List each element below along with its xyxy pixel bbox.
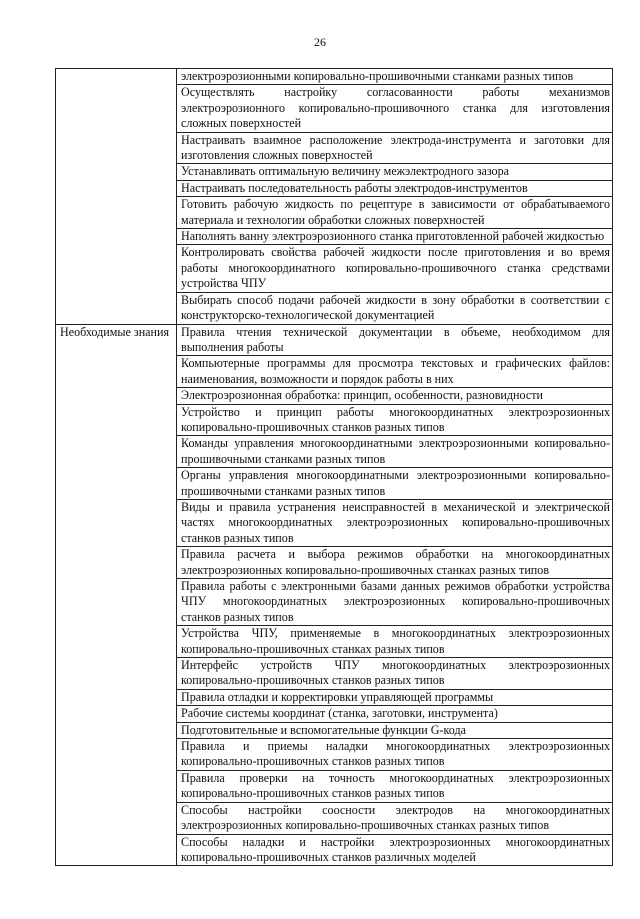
table-row xyxy=(56,69,613,85)
table-cell: Органы управления многокоординатными электроэрозионными копировально-прошивочными станками разных типов xyxy=(177,468,613,500)
label-cell-empty xyxy=(56,69,177,325)
table-cell: Способы настройки соосности электродов на многокоординатных электроэрозионных копировально-прошивочных станках разных типов xyxy=(177,802,613,834)
table-cell: Устройства ЧПУ, применяемые в многокоординатных электроэрозионных копировально-прошивочных станках разных типов xyxy=(177,626,613,658)
table-row xyxy=(56,324,613,356)
section-label-knowledge: Необходимые знания xyxy=(56,324,177,866)
table-cell: Рабочие системы координат (станка, заготовки, инструмента) xyxy=(177,706,613,722)
table-cell: Правила чтения технической документации в объеме, необходимом для выполнения работы xyxy=(177,324,613,356)
table-cell: Настраивать взаимное расположение электрода-инструмента и заготовки для изготовления сложных поверхностей xyxy=(177,132,613,164)
table-cell: Виды и правила устранения неисправностей в механической и электрической частях многокоординатных электроэрозионных копировально-прошивочных станков разных типов xyxy=(177,499,613,546)
table-cell: Электроэрозионная обработка: принцип, особенности, разновидности xyxy=(177,388,613,404)
table-cell: Подготовительные и вспомогательные функции G-кода xyxy=(177,722,613,738)
table-cell: электроэрозионными копировально-прошивочными станками разных типов xyxy=(177,69,613,85)
page-number: 26 xyxy=(314,35,326,49)
table-cell: Правила проверки на точность многокоординатных электроэрозионных копировально-прошивочных станков разных типов xyxy=(177,770,613,802)
table-cell: Компьютерные программы для просмотра текстовых и графических файлов: наименования, возможности и порядок работы в них xyxy=(177,356,613,388)
table-cell: Правила отладки и корректировки управляющей программы xyxy=(177,689,613,705)
table-cell: Готовить рабочую жидкость по рецептуре в зависимости от обрабатываемого материала и технологии обработки сложных поверхностей xyxy=(177,197,613,229)
requirements-table xyxy=(55,68,613,866)
table-cell: Наполнять ванну электроэрозионного станка приготовленной рабочей жидкостью xyxy=(177,229,613,245)
table-cell: Настраивать последовательность работы электродов-инструментов xyxy=(177,180,613,196)
table-cell: Правила и приемы наладки многокоординатных электроэрозионных копировально-прошивочных станков разных типов xyxy=(177,739,613,771)
table-cell: Интерфейс устройств ЧПУ многокоординатных электроэрозионных копировально-прошивочных станков разных типов xyxy=(177,658,613,690)
table-cell: Устанавливать оптимальную величину межэлектродного зазора xyxy=(177,164,613,180)
table-cell: Правила расчета и выбора режимов обработки на многокоординатных электроэрозионных копировально-прошивочных станках разных типов xyxy=(177,547,613,579)
table-cell: Способы наладки и настройки электроэрозионных многокоординатных копировально-прошивочных станков различных моделей xyxy=(177,834,613,866)
table-cell: Выбирать способ подачи рабочей жидкости в зону обработки в соответствии с конструкторско-технологической документацией xyxy=(177,292,613,324)
table-cell: Команды управления многокоординатными электроэрозионными копировально-прошивочными станками разных типов xyxy=(177,436,613,468)
table-cell: Устройство и принцип работы многокоординатных электроэрозионных копировально-прошивочных станков разных типов xyxy=(177,404,613,436)
table-cell: Осуществлять настройку согласованности работы механизмов электроэрозионного копировально-прошивочного станка для изготовления сложных поверхностей xyxy=(177,85,613,132)
table-cell: Контролировать свойства рабочей жидкости после приготовления и во время работы многокоординатного копировально-прошивочного станка средствами устройства ЧПУ xyxy=(177,245,613,292)
table-cell: Правила работы с электронными базами данных режимов обработки устройства ЧПУ многокоординатных электроэрозионных копировально-прошивочных станков разных типов xyxy=(177,579,613,626)
